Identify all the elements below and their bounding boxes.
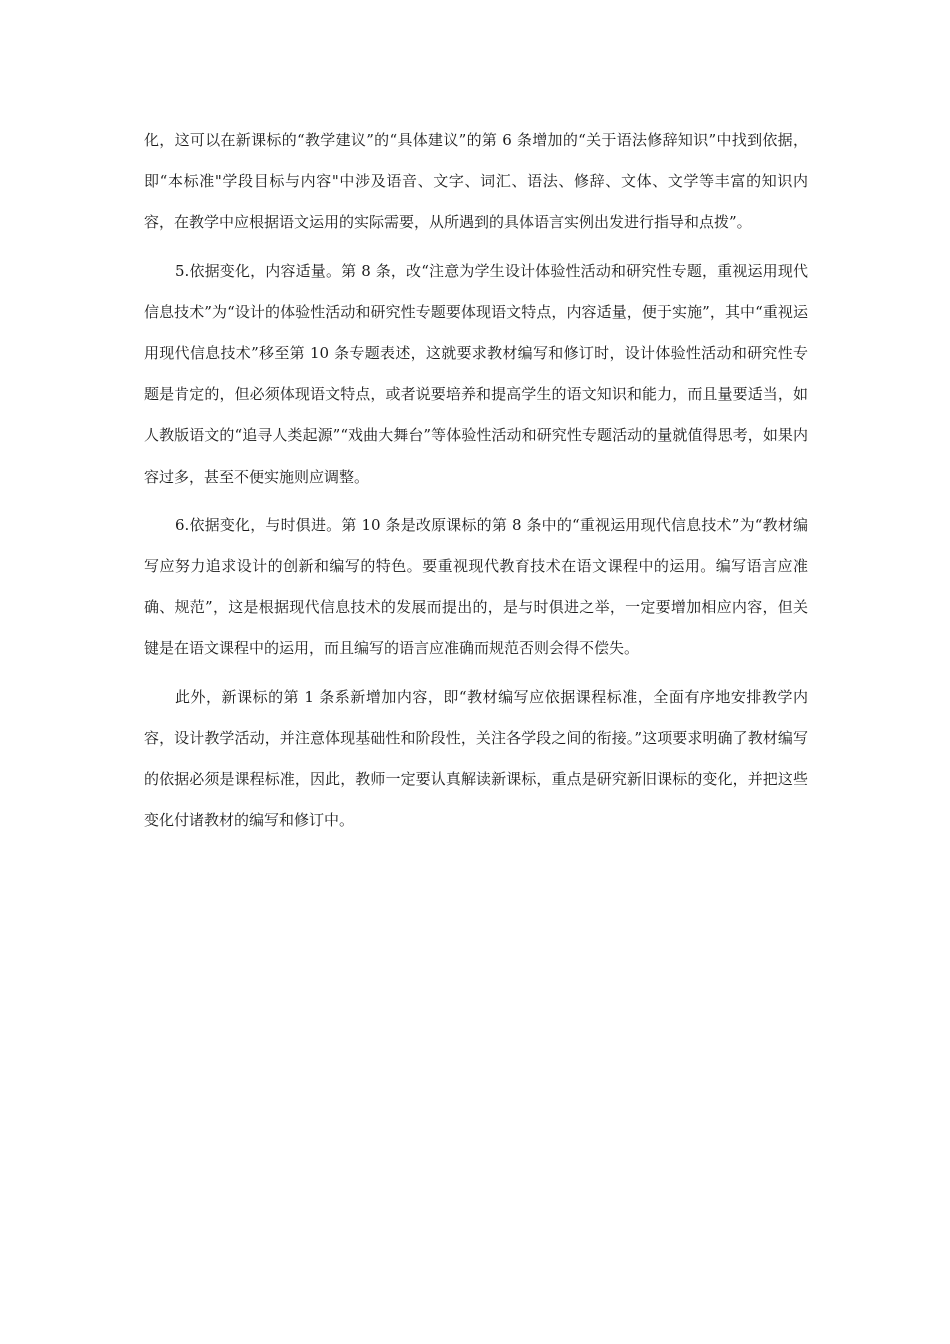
document-body xyxy=(144,120,808,848)
paragraph-additional: 此外，新课标的第 1 条系新增加内容，即“教材编写应依据课程标准，全面有序地安排教学内容，设计教学活动，并注意体现基础性和阶段性，关注各学段之间的衔接。”这项要求明确了教材编写的依据必须是课程标准，因此，教师一定要认真解读新课标，重点是研究新旧课标的变化，并把这些变化付诸教材的编写和修订中。 xyxy=(144,687,808,830)
paragraph-item-5: 5.依据变化，内容适量。第 8 条，改“注意为学生设计体验性活动和研究性专题，重视运用现代信息技术”为“设计的体验性活动和研究性专题要体现语文特点，内容适量，便于实施”，其中“重视运用现代信息技术”移至第 10 条专题表述，这就要求教材编写和修订时，设计体验性活动和研究性专题是肯定的，但必须体现语文特点，或者说要培养和提高学生的语文知识和能力，而且量要适当，如人教版语文的“追寻人类起源”“戏曲大舞台”等体验性活动和研究性专题活动的量就值得思考，如果内容过多，甚至不便实施则应调整。 xyxy=(144,261,808,486)
paragraph-item-6: 6.依据变化，与时俱进。第 10 条是改原课标的第 8 条中的“重视运用现代信息技术”为“教材编写应努力追求设计的创新和编写的特色。要重视现代教育技术在语文课程中的运用。编写语言应准确、规范”，这是根据现代信息技术的发展而提出的，是与时俱进之举，一定要增加相应内容，但关键是在语文课程中的运用，而且编写的语言应准确而规范否则会得不偿失。 xyxy=(144,515,808,658)
paragraph-continuation: 化，这可以在新课标的“教学建议”的“具体建议”的第 6 条增加的“关于语法修辞知识”中找到依据，即“本标准"学段目标与内容"中涉及语音、文字、词汇、语法、修辞、文体、文学等丰富的知识内容，在教学中应根据语文运用的实际需要，从所遇到的具体语言实例出发进行指导和点拨”。 xyxy=(144,131,808,232)
